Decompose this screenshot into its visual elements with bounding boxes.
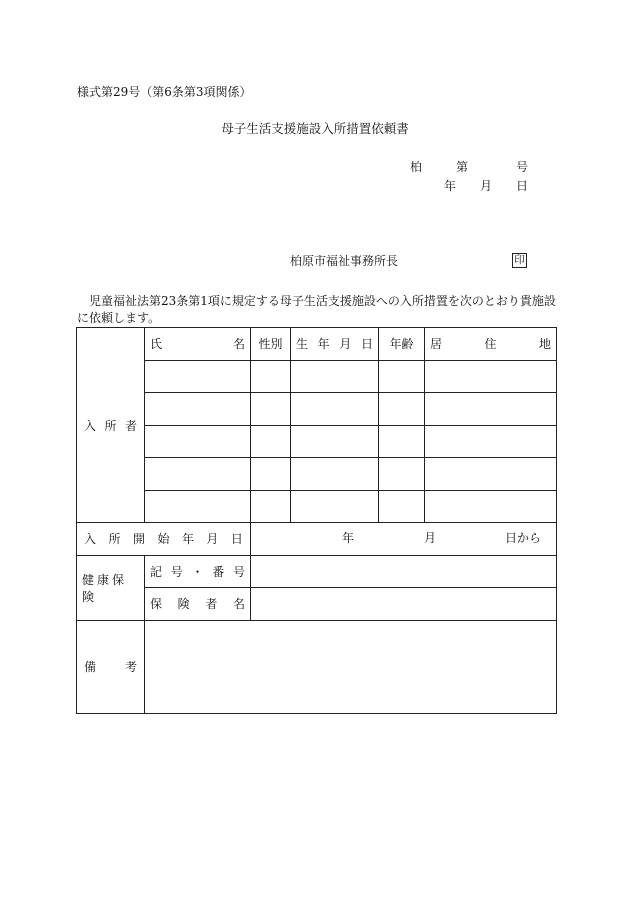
- remarks-label: 備 考: [77, 620, 145, 713]
- insurer-name-label: 保 険 者 名: [145, 588, 251, 621]
- body-text: 児童福祉法第23条第1項に規定する母子生活支援施設への入所措置を次のとおり貴施設に依頼します。: [77, 294, 556, 325]
- form-number: 様式第29号（第6条第3項関係）: [77, 85, 252, 99]
- insurer-name-value[interactable]: [251, 588, 557, 621]
- entrant-label-cell: 入 所 者: [77, 328, 145, 523]
- addressee: 柏原市福祉事務所長: [290, 254, 399, 268]
- date-day: 日: [516, 179, 529, 193]
- doc-number-go: 号: [516, 160, 529, 174]
- insurance-label: 健康保険: [77, 555, 145, 620]
- entrant-row: [77, 490, 557, 523]
- insurance-row-1: [77, 555, 557, 588]
- document-title: 母子生活支援施設入所措置依頼書: [221, 121, 409, 136]
- address-header: 居 住 地: [425, 328, 557, 361]
- start-date-row: [77, 523, 557, 556]
- seal-mark: 印: [512, 253, 527, 268]
- doc-number-dai: 第: [456, 160, 469, 174]
- start-date-label: 入 所 開 始 年 月 日: [77, 523, 251, 556]
- remarks-row: [77, 620, 557, 713]
- start-date-value[interactable]: [251, 523, 557, 556]
- start-day-from: 日から: [505, 530, 542, 545]
- entrant-row: [77, 458, 557, 491]
- entrant-row: [77, 360, 557, 393]
- remarks-value[interactable]: [145, 620, 557, 713]
- doc-number-prefix: 柏: [410, 160, 423, 174]
- symbol-number-label: 記 号 ・ 番 号: [145, 555, 251, 588]
- name-header: 氏 名: [145, 328, 251, 361]
- insurance-row-2: [77, 588, 557, 621]
- birth-header: 生 年 月 日: [291, 328, 379, 361]
- entry-table: [76, 327, 557, 714]
- header-row: [77, 328, 557, 361]
- start-year: 年: [342, 530, 355, 545]
- entrant-row: [77, 425, 557, 458]
- date-month: 月: [480, 179, 493, 193]
- sex-header: 性別: [251, 328, 291, 361]
- entrant-row: [77, 393, 557, 426]
- symbol-number-value[interactable]: [251, 555, 557, 588]
- start-month: 月: [424, 530, 437, 545]
- date-year: 年: [444, 179, 457, 193]
- age-header: 年齢: [379, 328, 425, 361]
